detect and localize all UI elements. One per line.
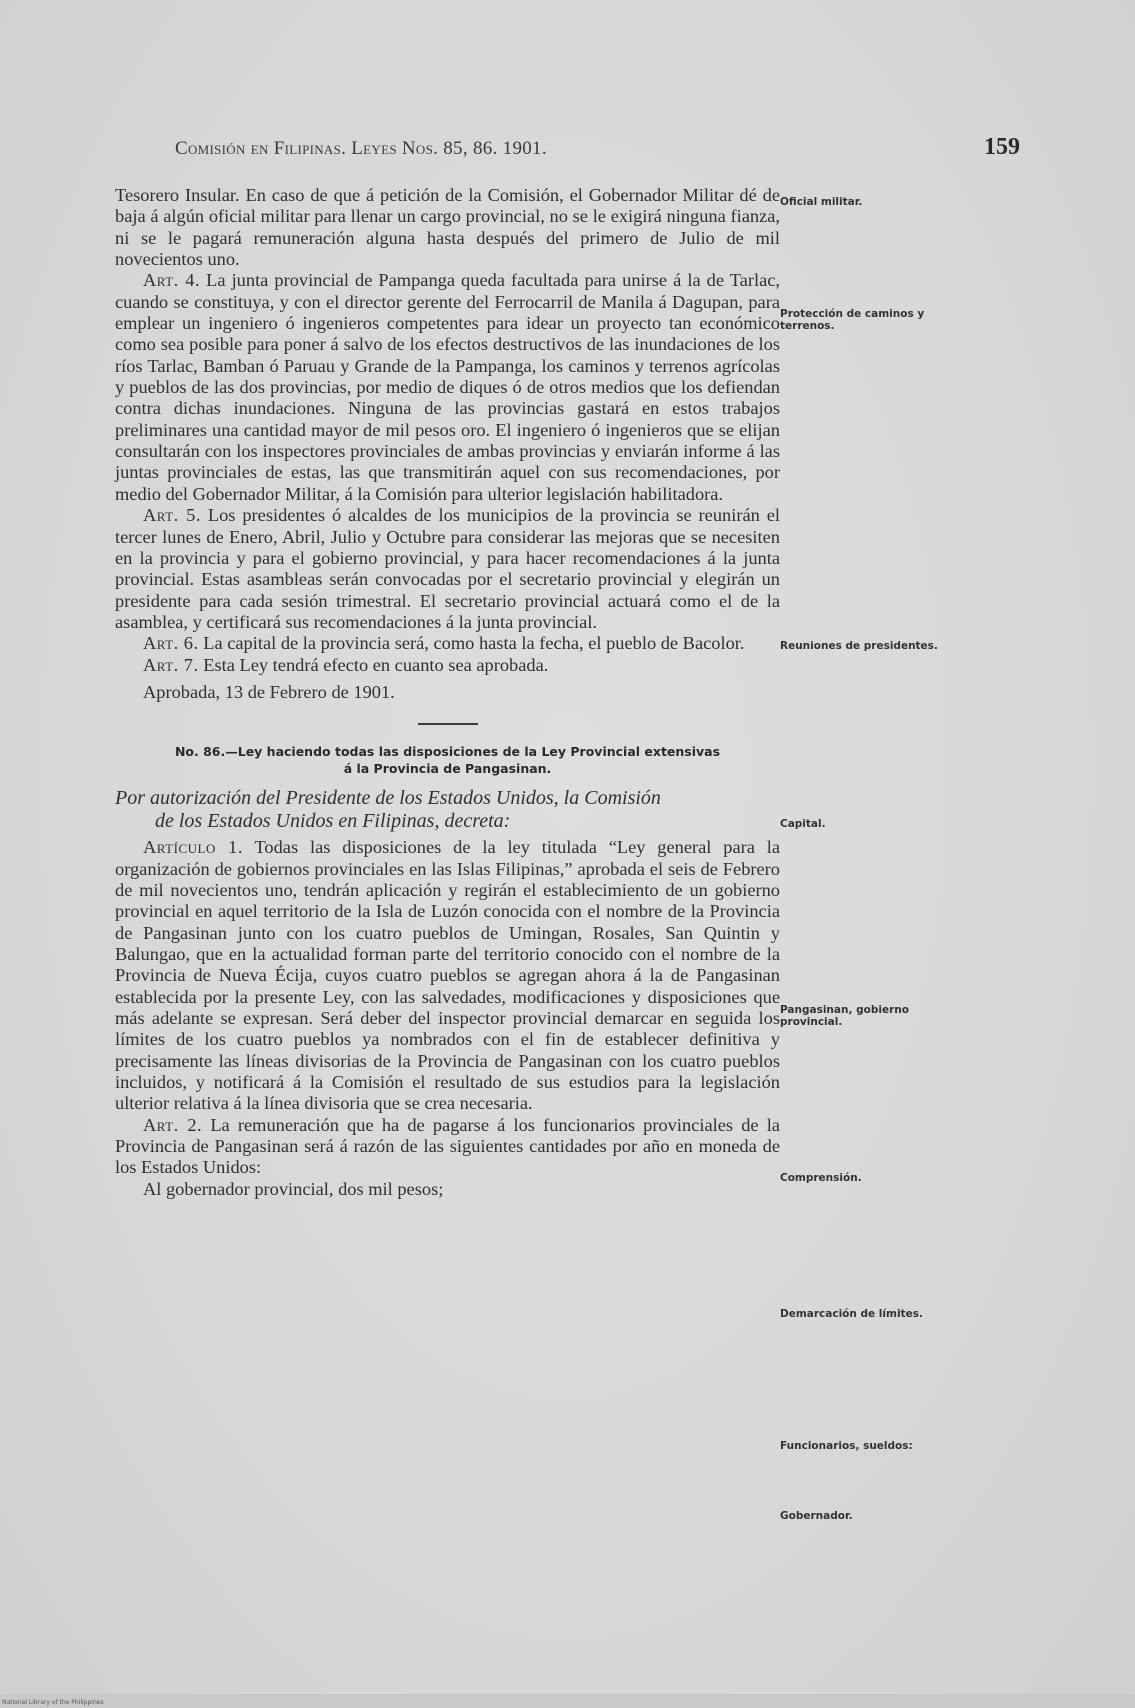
scan-footer xyxy=(0,1694,1135,1708)
preamble-line-2: de los Estados Unidos en Filipinas, decreta: xyxy=(155,810,511,833)
article-7 xyxy=(115,655,780,676)
approval-date: Aprobada, 13 de Febrero de 1901. xyxy=(143,681,395,702)
margin-note-comprension: Comprensión. xyxy=(780,1172,862,1184)
article-6 xyxy=(115,633,780,654)
article-1-text: Todas las disposiciones de la ley titulada “Ley general para la organización de gobiernos provinciales en las Islas Filipinas,” aprobada el seis de Febrero de mil novecientos uno, tendrán aplicación y regirán el establecimiento de un gobierno provincial en aquel territorio de la Isla de Luzón conocida con el nombre de la Provincia de Pangasinan junto con los cuatro pueblos de Umingan, Rosales, San Quintin y Balungao, que en la actualidad forman parte del territorio conocido con el nombre de la Provincia de Nueva Écija, cuyos cuatro pueblos se agregan ahora á la de Pangasinan establecida por la presente Ley, con las salvedades, modificaciones y disposiciones que más adelante se expresan. Será deber del inspector provincial demarcar en seguida los límites de los cuatro pueblos ya nombrados con el fin de establecer definitiva y precisamente las líneas divisorias de la Provincia de Pangasinan con los cuatro pueblos incluidos, y notificará á la Comisión el resultado de sus estudios para la legislación ulterior relativa á la línea divisoria que se crea necesaria. xyxy=(115,837,781,1114)
footer-text: National Library of the Philippines xyxy=(2,1699,104,1706)
main-text-column xyxy=(115,185,780,1200)
section-divider xyxy=(418,723,478,725)
preamble-line-1: Por autorización del Presidente de los Estados Unidos, la Comisión xyxy=(115,787,661,810)
preamble xyxy=(115,787,780,833)
article-2-text: La remuneración que ha de pagarse á los funcionarios provinciales de la Provincia de Pangasinan será á razón de las siguientes cantidades por año en moneda de los Estados Unidos: xyxy=(115,1114,780,1178)
margin-note-capital: Capital. xyxy=(780,818,826,830)
margin-note-oficial-militar: Oficial militar. xyxy=(780,196,863,208)
article-6-text: La capital de la provincia será, como hasta la fecha, el pueblo de Bacolor. xyxy=(203,633,745,654)
margin-note-reuniones: Reuniones de presidentes. xyxy=(780,640,938,652)
margin-notes xyxy=(780,0,950,1708)
law-86-heading-line-1: No. 86.—Ley haciendo todas las disposiciones de la Ley Provincial extensivas xyxy=(174,744,721,760)
article-4 xyxy=(115,270,780,505)
law-86-heading-line-2: á la Provincia de Pangasinan. xyxy=(343,761,552,777)
page-number: 159 xyxy=(984,134,1020,160)
article-4-text: La junta provincial de Pampanga queda facultada para unirse á la de Tarlac, cuando se constituya, y con el director gerente del Ferrocarril de Manila á Dagupan, para emplear un ingeniero ó ingenieros competentes para idear un proyecto tan económico como sea posible para poner á salvo de los efectos destructivos de las inundaciones de los ríos Tarlac, Bamban ó Paruau y Grande de la Pampanga, los caminos y terrenos agrícolas y pueblos de las dos provincias, por medio de diques ó de otros medios que los defiendan contra dichas inundaciones. Ninguna de las provincias gastará en estos trabajos preliminares una cantidad mayor de mil pesos oro. El ingeniero ó ingenieros que se elijan consultarán con los inspectores provinciales de ambas provincias y enviarán informe á las juntas provinciales de estas, las que transmitirán aquel con sus recomendaciones, por medio del Gobernador Militar, á la Comisión para ulterior legislación habilitadora. xyxy=(115,270,780,504)
article-6-label: Art. 6. xyxy=(143,633,199,654)
last-line: Al gobernador provincial, dos mil pesos; xyxy=(143,1178,444,1199)
margin-note-funcionarios: Funcionarios, sueldos: xyxy=(780,1440,913,1452)
article-2 xyxy=(115,1115,780,1179)
law-86-heading xyxy=(115,743,780,777)
article-1-label: Artículo 1. xyxy=(143,837,243,858)
article-2-label: Art. 2. xyxy=(143,1114,203,1135)
article-5-label: Art. 5. xyxy=(143,505,201,526)
header-title: Comisión en Filipinas. Leyes Nos. 85, 86. 1901. xyxy=(175,138,547,159)
margin-note-gobernador: Gobernador. xyxy=(780,1510,853,1522)
margin-note-proteccion: Protección de caminos y terrenos. xyxy=(780,308,925,332)
margin-note-pangasinan: Pangasinan, gobierno provincial. xyxy=(780,1004,909,1028)
article-5-text: Los presidentes ó alcaldes de los municipios de la provincia se reunirán el tercer lunes de Enero, Abril, Julio y Octubre para considerar las mejoras que se necesiten en la provincia y para el gobierno provincial, y para hacer recomendaciones á la junta provincial. Estas asambleas serán convocadas por el secretario provincial y elegirán un presidente para cada sesión trimestral. El secretario provincial actuará como el de la asamblea, y certificará sus recomendaciones á la junta provincial. xyxy=(115,505,780,632)
margin-note-demarcacion: Demarcación de límites. xyxy=(780,1308,923,1320)
article-1 xyxy=(115,837,780,1114)
article-7-text: Esta Ley tendrá efecto en cuanto sea aprobada. xyxy=(203,654,549,675)
article-5 xyxy=(115,505,780,633)
article-7-label: Art. 7. xyxy=(143,654,199,675)
paragraph-continuation: Tesorero Insular. En caso de que á petición de la Comisión, el Gobernador Militar dé de baja á algún oficial militar para llenar un cargo provincial, no se le exigirá ninguna fianza, ni se le pagará remuneración alguna hasta después del primero de Julio de mil novecientos uno. xyxy=(115,185,780,270)
article-4-label: Art. 4. xyxy=(143,270,201,291)
